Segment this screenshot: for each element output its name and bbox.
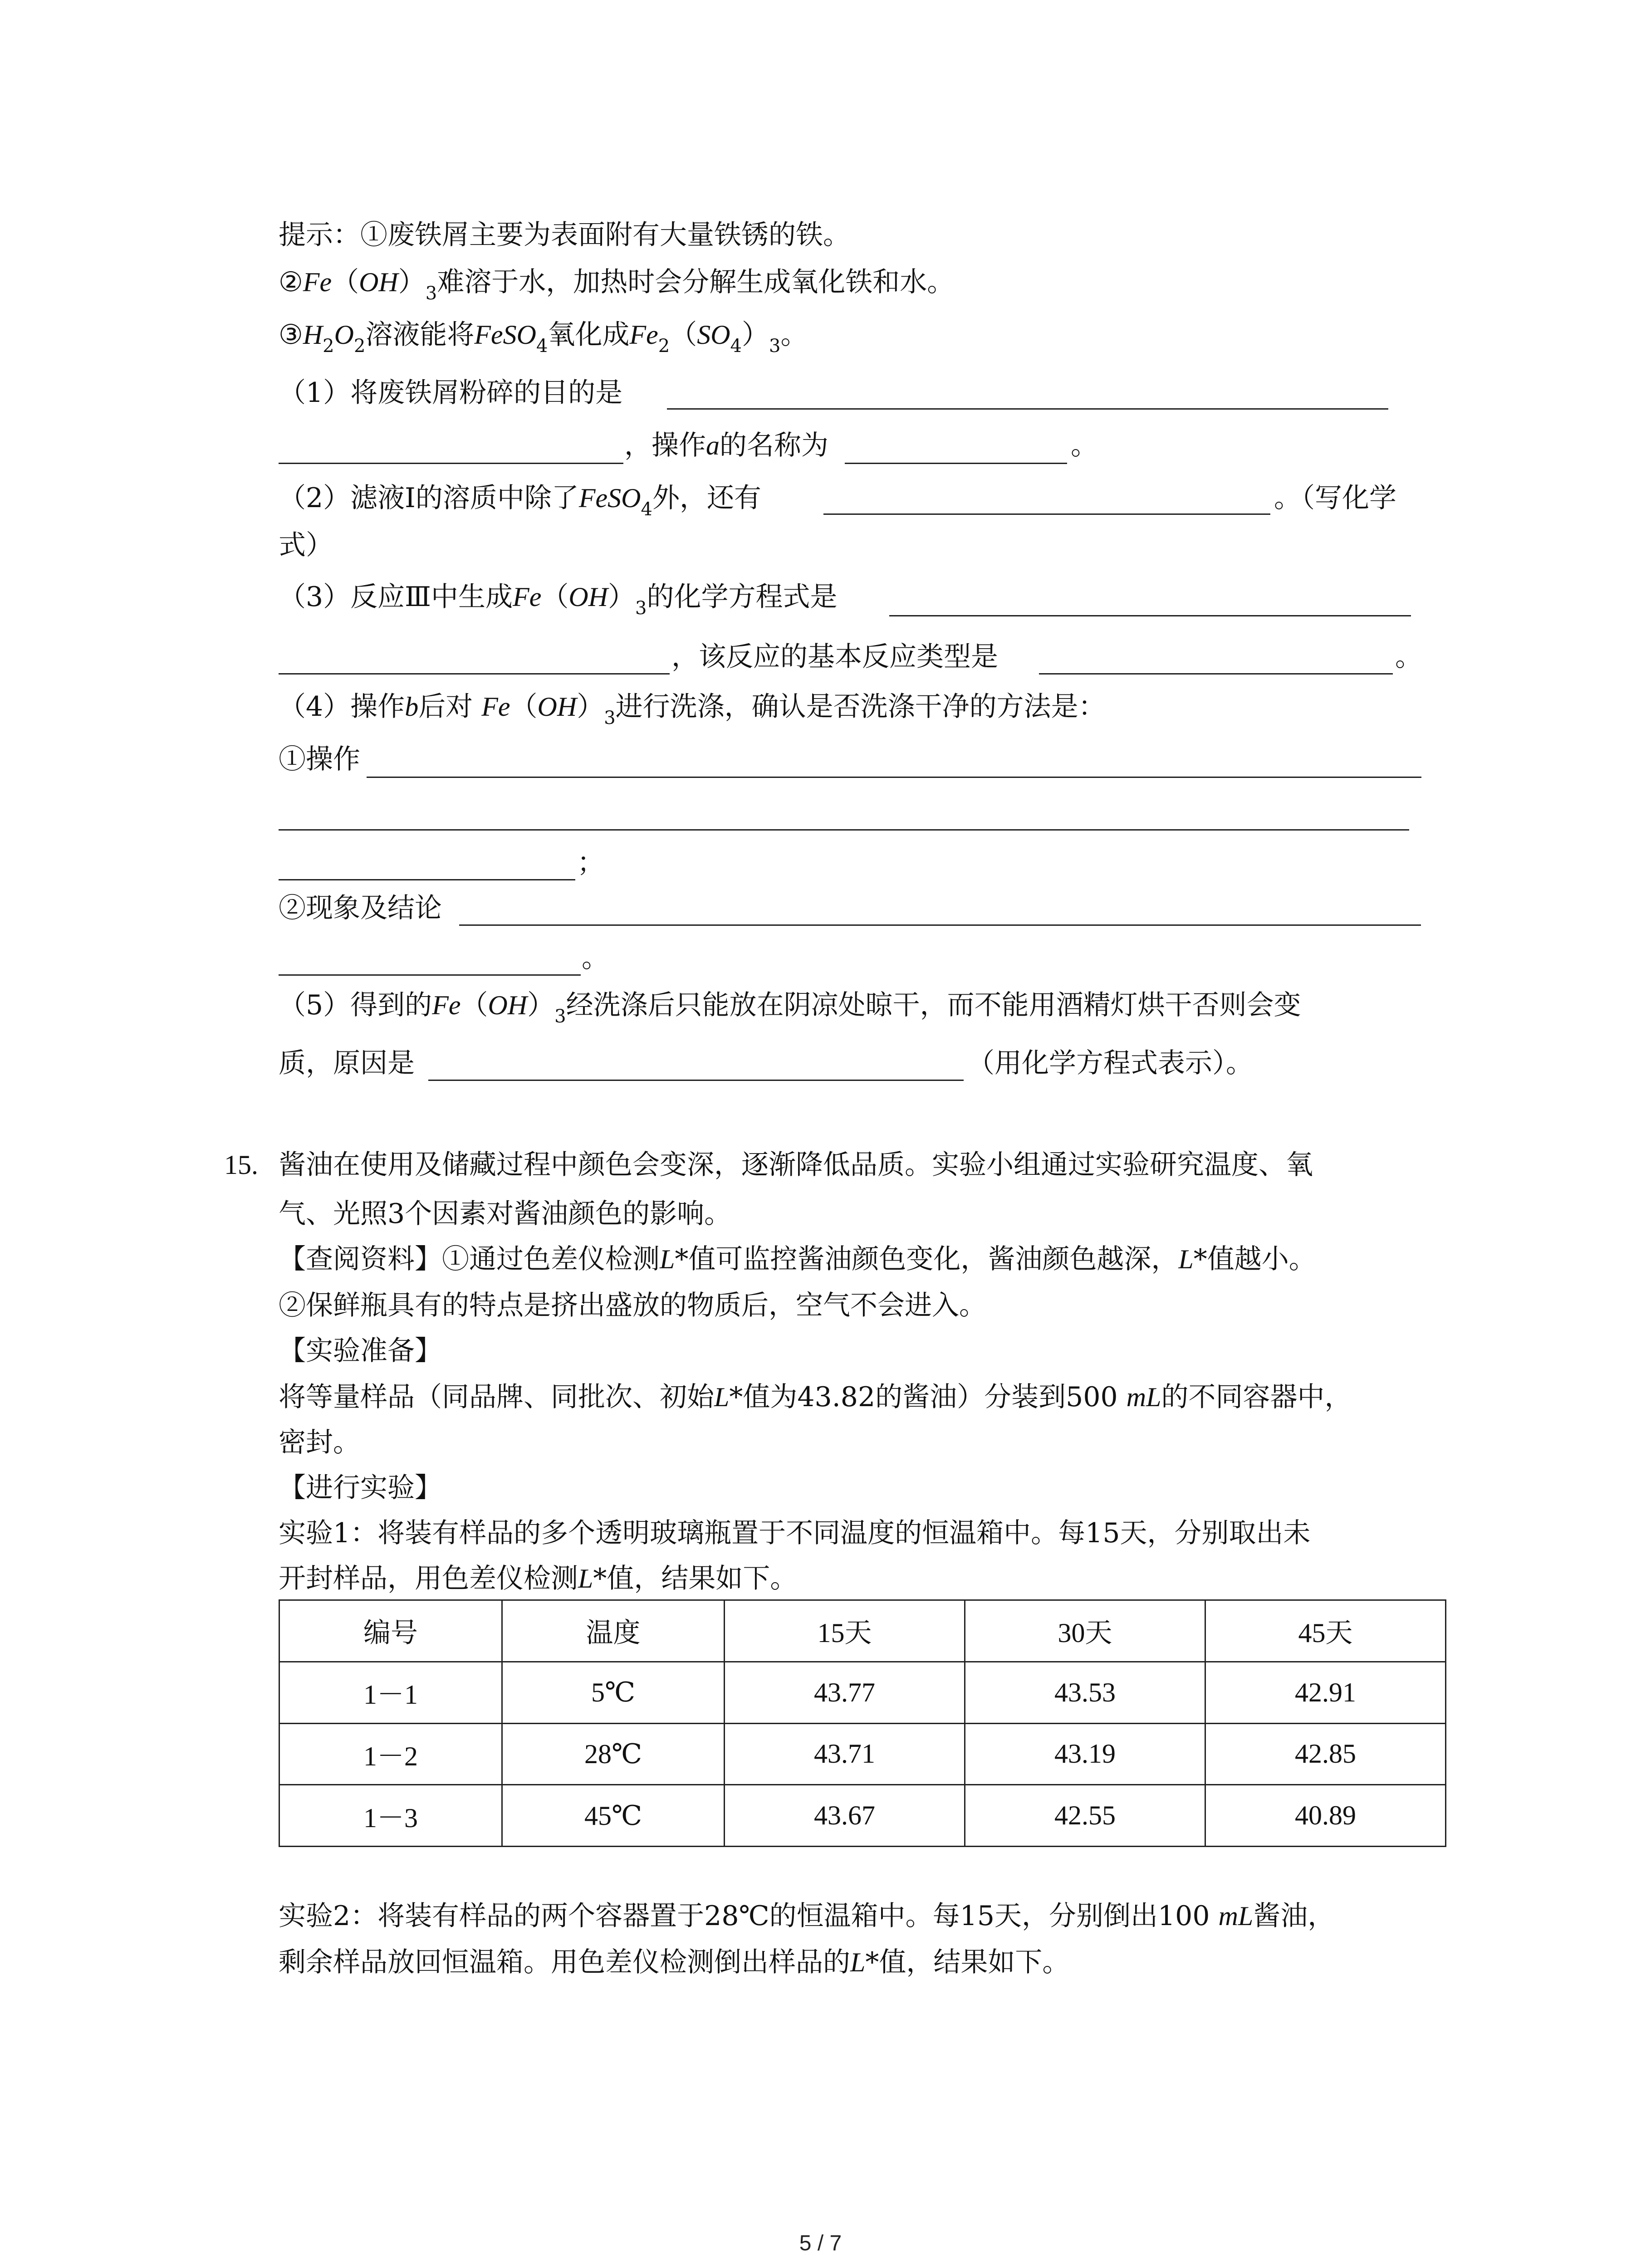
table-header-cell: 15天: [725, 1600, 965, 1662]
tip-line-3: $③H_2O_2$溶液能将FeSO$_4$氧化成$Fe_2(SO_4)_3$。: [279, 319, 808, 357]
table-cell: 42.55: [965, 1785, 1205, 1847]
q2-answer-blank[interactable]: [823, 513, 1270, 515]
table-row: [279, 1723, 1446, 1785]
table-row: [279, 1662, 1446, 1723]
table-header-cell: 温度: [502, 1600, 725, 1662]
tip-line-1: 提示：①废铁屑主要为表面附有大量铁锈的铁。: [279, 219, 850, 251]
table-cell: 28℃: [502, 1723, 725, 1785]
q1-answer-blank-1[interactable]: [667, 408, 1388, 410]
table-header-cell: 45天: [1205, 1600, 1446, 1662]
q15-line-2: 气、光照3个因素对酱油颜色的影响。: [279, 1198, 732, 1230]
q5-reason-blank[interactable]: [428, 1080, 964, 1081]
table-cell: 43.77: [725, 1662, 965, 1723]
q15-number: 15.: [224, 1150, 258, 1180]
q4-end: 。: [582, 942, 609, 974]
table-header-cell: 30天: [965, 1600, 1205, 1662]
q4-operation-label: ①操作: [279, 743, 360, 775]
q15-line-6: 将等量样品（同品牌、同批次、初始L*值为43.82的酱油）分装到500 mL的不同容器中，: [279, 1381, 1352, 1413]
q15-line-10: 开封样品，用色差仪检测L*值，结果如下。: [279, 1563, 798, 1594]
q3-equation-blank-2[interactable]: [279, 673, 670, 675]
q5-line-2: 质，原因是: [279, 1047, 415, 1079]
table-cell: 5℃: [502, 1662, 725, 1723]
q1-line-2-end: 。: [1071, 430, 1098, 461]
q4-semicolon: ；: [577, 847, 604, 879]
q15-line-5: 【实验准备】: [279, 1335, 442, 1367]
q3-reaction-type-blank[interactable]: [1039, 673, 1393, 675]
q4-operation-blank-1[interactable]: [367, 777, 1421, 778]
q2-line-1: （2）滤液Ⅰ的溶质中除了FeSO$_4$外，还有: [279, 482, 761, 520]
q15-line-1: 酱油在使用及储藏过程中颜色会变深，逐渐降低品质。实验小组通过实验研究温度、氧: [279, 1149, 1313, 1181]
q15-line-4: ②保鲜瓶具有的特点是挤出盛放的物质后，空气不会进入。: [279, 1290, 986, 1321]
q4-operation-blank-3[interactable]: [279, 879, 575, 880]
q4-phenomenon-label: ②现象及结论: [279, 892, 442, 924]
table-cell: 1－2: [279, 1723, 502, 1785]
q4-operation-blank-2[interactable]: [279, 829, 1409, 831]
q1-line-2: ，操作a的名称为: [624, 430, 828, 461]
table-cell: 43.53: [965, 1662, 1205, 1723]
table-cell: 42.85: [1205, 1723, 1446, 1785]
q4-line-1: （4）操作b后对 $Fe(OH)_3$进行洗涤，确认是否洗涤干净的方法是：: [279, 691, 1106, 728]
exp2-line-2: 剩余样品放回恒温箱。用色差仪检测倒出样品的L*值，结果如下。: [279, 1946, 1070, 1978]
table-header-cell: 编号: [279, 1600, 502, 1662]
results-table: [279, 1599, 1446, 1847]
q3-line-2: ，该反应的基本反应类型是: [671, 641, 998, 673]
q3-equation-blank-1[interactable]: [889, 615, 1411, 616]
q2-line-2: 式）: [279, 529, 333, 561]
q3-line-1: （3）反应Ⅲ中生成$Fe(OH)_3$的化学方程式是: [279, 581, 838, 619]
exp2-line-1: 实验2：将装有样品的两个容器置于28℃的恒温箱中。每15天，分别倒出100 mL酱油，: [279, 1900, 1335, 1932]
q15-line-3: 【查阅资料】①通过色差仪检测L*值可监控酱油颜色变化，酱油颜色越深，L*值越小。: [279, 1243, 1316, 1275]
q4-phenomenon-blank-1[interactable]: [459, 924, 1421, 926]
q3-line-2-end: 。: [1395, 641, 1422, 673]
q1-operation-a-blank[interactable]: [845, 463, 1067, 464]
q5-line-2-end: （用化学方程式表示）。: [967, 1047, 1253, 1079]
table-cell: 42.91: [1205, 1662, 1446, 1723]
table-cell: 1－1: [279, 1662, 502, 1723]
q4-phenomenon-blank-2[interactable]: [279, 974, 581, 976]
q1-line-1: （1）将废铁屑粉碎的目的是: [279, 377, 623, 409]
table-cell: 40.89: [1205, 1785, 1446, 1847]
table-cell: 1－3: [279, 1785, 502, 1847]
table-cell: 43.67: [725, 1785, 965, 1847]
q2-line-1-end: 。（写化学: [1274, 482, 1396, 514]
q15-line-9: 实验1：将装有样品的多个透明玻璃瓶置于不同温度的恒温箱中。每15天，分别取出未: [279, 1517, 1311, 1549]
table-row: [279, 1785, 1446, 1847]
q15-line-7: 密封。: [279, 1427, 360, 1458]
q15-line-8: 【进行实验】: [279, 1472, 442, 1504]
page-number: 5 / 7: [799, 2231, 842, 2255]
q5-line-1: （5）得到的$Fe(OH)_3$经洗涤后只能放在阴凉处晾干，而不能用酒精灯烘干否则会变: [279, 989, 1301, 1027]
table-cell: 45℃: [502, 1785, 725, 1847]
table-cell: 43.19: [965, 1723, 1205, 1785]
table-header-row: [279, 1600, 1446, 1662]
table-cell: 43.71: [725, 1723, 965, 1785]
q1-answer-blank-2[interactable]: [279, 463, 623, 464]
tip-line-2: $②Fe(OH)_3$难溶于水，加热时会分解生成氧化铁和水。: [279, 266, 955, 304]
